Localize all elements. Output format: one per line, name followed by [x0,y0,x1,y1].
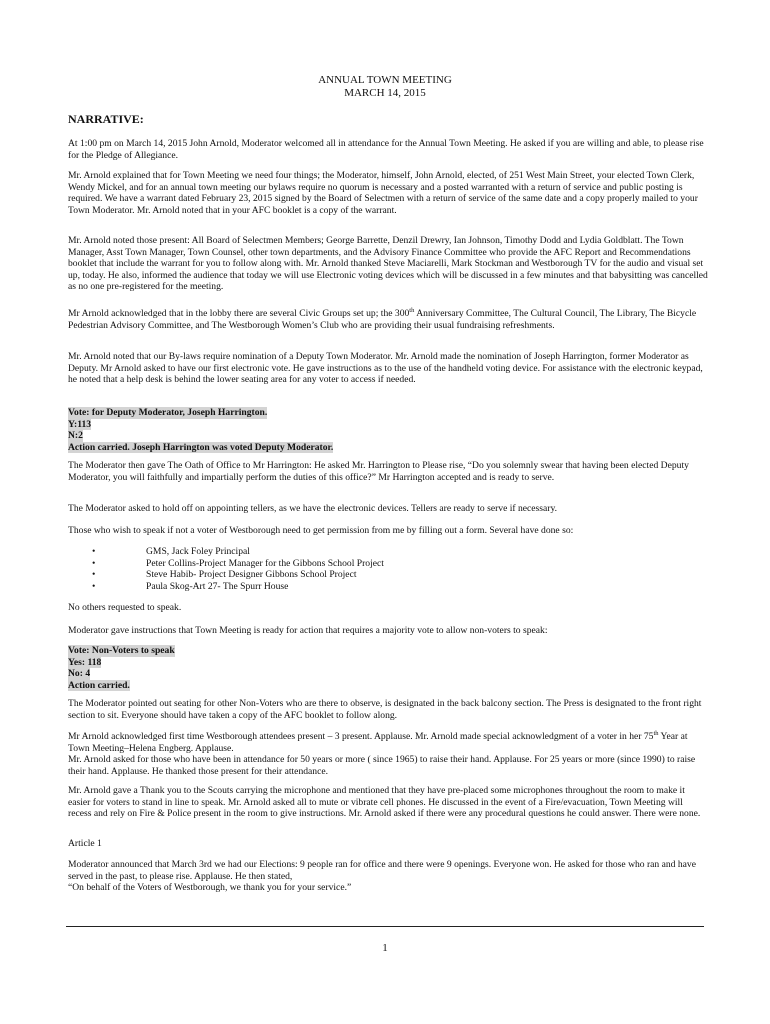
meeting-title: ANNUAL TOWN MEETING [318,74,452,86]
paragraph-seating: The Moderator pointed out seating for other Non-Voters who are there to observe, is designated in the back balcony section. The Press is designated to the front right section to sit. Everyone should have taken a copy of the AFC booklet to follow along. [68,698,702,721]
vote-result: Action carried. Joseph Harrington was voted Deputy Moderator. [68,441,334,453]
elections-text: Moderator announced that March 3rd we had our Elections: 9 people ran for office and there were 9 openings. Everyone won. He asked for those who ran and have served in the past, to please rise. Applause. He then stated, [68,859,696,882]
civic-groups-text-a: Mr Arnold acknowledged that in the lobby there are several Civic Groups set up; the 300 [68,308,410,319]
paragraph-four-things: Mr. Arnold explained that for Town Meeting we need four things; the Moderator, himself, John Arnold, elected, of 251 West Main Street, your elected Town Clerk, Wendy Mickel, and for an annual town meeting our bylaws require no quorum is necessary and a posted warranted with a return of service and public posting is required. We have a warrant dated February 23, 2015 signed by the Board of Selectmen with a return of service of the same date and a copy properly mailed to your Town Moderator. Mr. Arnold noted that in your AFC booklet is a copy of the warrant. [68,170,698,216]
vote-deputy-moderator [68,407,333,453]
speaker-list [68,546,568,592]
paragraph-opening: At 1:00 pm on March 14, 2015 John Arnold, Moderator welcomed all in attendance for the Annual Town Meeting. He asked if you are willing and able, to please rise for the Pledge of Allegiance. [68,138,704,161]
vote-non-voters [68,645,175,691]
vote-no-count: N:2 [68,430,83,442]
list-item: • Peter Collins-Project Manager for the Gibbons School Project [68,558,568,570]
paragraph-no-others: No others requested to speak. [68,602,182,613]
paragraph-acknowledgments [68,731,708,777]
footer-divider [66,926,704,927]
paragraph-oath: The Moderator then gave The Oath of Office to Mr Harrington: He asked Mr. Harrington to Please rise, “Do you solemnly swear that having been elected Deputy Moderator, you will faithfully and impartially perform the duties of this office?” Mr Harrington accepted and is ready to serve. [68,460,689,483]
paragraph-non-voter-speakers: Those who wish to speak if not a voter of Westborough need to get permission from me by filling out a form. Several have done so: [68,525,574,536]
elections-quote: “On behalf of the Voters of Westborough, we thank you for your service.” [68,882,352,894]
vote-yes-count: Yes: 118 [68,656,102,668]
vote-no-count: No: 4 [68,668,91,680]
article-heading: Article 1 [68,838,102,849]
paragraph-tellers: The Moderator asked to hold off on appointing tellers, as we have the electronic devices. Tellers are ready to serve if necessary. [68,503,558,514]
vote-title: Vote: for Deputy Moderator, Joseph Harrington. [68,407,268,418]
acknowledgment-text-a: Mr Arnold acknowledged first time Westborough attendees present – 3 present. Applause. Mr. Arnold made special acknowledgment of a voter in her 75 [68,731,654,742]
paragraph-scouts: Mr. Arnold gave a Thank you to the Scouts carrying the microphone and mentioned that they have pre-placed some microphones throughout the room to make it easier for voters to stand in line to speak. Mr. Arnold asked all to mute or vibrate cell phones. He discussed in the event of a Fire/evacuation, Town Meeting will recess and rely on Fire & Police present in the room to give instructions. Mr. Arnold asked if there were any procedural questions he could answer. There were none. [68,785,701,820]
superscript-th: th [653,729,659,737]
meeting-date: MARCH 14, 2015 [344,87,426,99]
vote-yes-count: Y:113 [68,418,92,430]
superscript-th: th [409,306,415,314]
page-number: 1 [382,942,388,954]
vote-title: Vote: Non-Voters to speak [68,645,175,656]
list-item: • GMS, Jack Foley Principal [68,546,568,558]
acknowledgment-text-c: Mr. Arnold asked for those who have been in attendance for 50 years or more ( since 1965) to raise their hand. Applause. For 25 years or more (since 1990) to raise their hand. Applause. He thanked those present for their attendance. [68,754,696,777]
section-heading: NARRATIVE: [68,112,144,126]
civic-groups-text-b: Anniversary Committee, The Cultural Council, The Library, The Bicycle Pedestrian Advisory Committee, and The Westborough Women’s Club who are providing their usual fundraising refreshments. [68,308,697,331]
paragraph-present: Mr. Arnold noted those present: All Board of Selectmen Members; George Barrette, Denzil Drewry, Ian Johnson, Timothy Dodd and Lydia Goldblatt. The Town Manager, Asst Town Manager, Town Counsel, other town departments, and the Advisory Finance Committee who provide the AFC Report and Recommendations booklet that include the warrant for you to follow along with. Mr. Arnold thanked Steve Maciarelli, Mark Stockman and Westborough TV for the audio and visual set up, today. He also, informed the audience that today we will use Electronic voting devices which will be discussed in a few minutes and that babysitting was cancelled as no one pre-registered for the meeting. [68,235,708,293]
paragraph-deputy-nomination: Mr. Arnold noted that our By-laws require nomination of a Deputy Town Moderator. Mr. Arnold made the nomination of Joseph Harrington, former Moderator as Deputy. Mr Arnold asked to have our first electronic vote. He gave instructions as to the use of the handheld voting device. For assistance with the electronic keypad, he noted that a help desk is behind the lower seating area for any voter to access if needed. [68,351,703,386]
vote-result: Action carried. [68,679,130,691]
paragraph-civic-groups [68,308,708,331]
acknowledgment-text-b: Year at Town Meeting–Helena Engberg. Applause. [68,731,688,754]
list-item: • Paula Skog-Art 27- The Spurr House [68,581,568,593]
list-item: • Steve Habib- Project Designer Gibbons School Project [68,569,568,581]
paragraph-majority-vote: Moderator gave instructions that Town Meeting is ready for action that requires a majority vote to allow non-voters to speak: [68,625,548,636]
paragraph-elections [68,859,708,894]
